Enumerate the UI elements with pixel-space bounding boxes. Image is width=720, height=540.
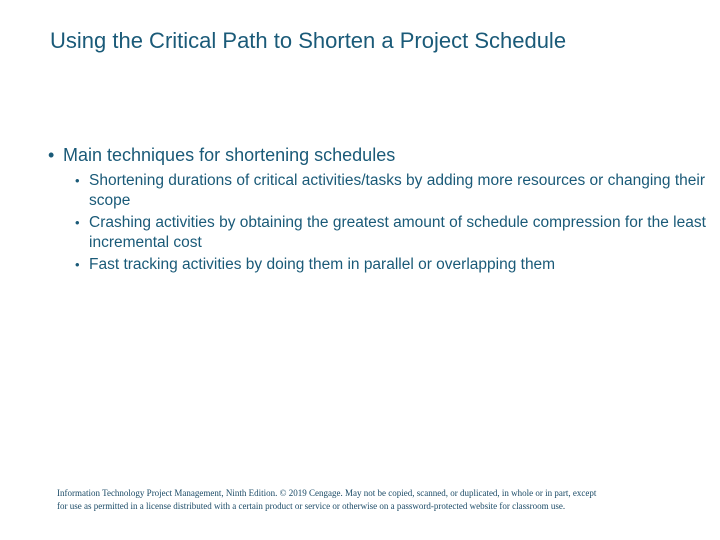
footer-line-1: Information Technology Project Management, Ninth Edition. © 2019 Cengage. May not be copied, scanned, or duplicated, in whole or in part, except — [57, 488, 597, 498]
bullet-icon: • — [75, 172, 80, 188]
sub-bullet-list — [48, 171, 708, 275]
sub-bullet-text: Shortening durations of critical activities/tasks by adding more resources or changing their scope — [89, 171, 706, 209]
bullet-icon: • — [48, 145, 55, 165]
slide-title: Using the Critical Path to Shorten a Project Schedule — [50, 28, 567, 53]
sub-bullet-fast-tracking — [75, 255, 708, 275]
copyright-footer — [57, 487, 677, 513]
footer-line-2: for use as permitted in a license distributed with a certain product or service or otherwise on a password-protected website for classroom use. — [57, 501, 566, 511]
main-bullet — [48, 144, 708, 167]
bullet-icon: • — [75, 256, 80, 272]
sub-bullet-text: Fast tracking activities by doing them in parallel or overlapping them — [89, 255, 556, 273]
main-bullet-text: Main techniques for shortening schedules — [63, 145, 396, 165]
sub-bullet-shortening — [75, 171, 708, 211]
bullet-icon: • — [75, 214, 80, 230]
slide-content — [48, 144, 708, 277]
sub-bullet-crashing — [75, 213, 708, 253]
sub-bullet-text: Crashing activities by obtaining the greatest amount of schedule compression for the least incremental cost — [89, 213, 706, 251]
